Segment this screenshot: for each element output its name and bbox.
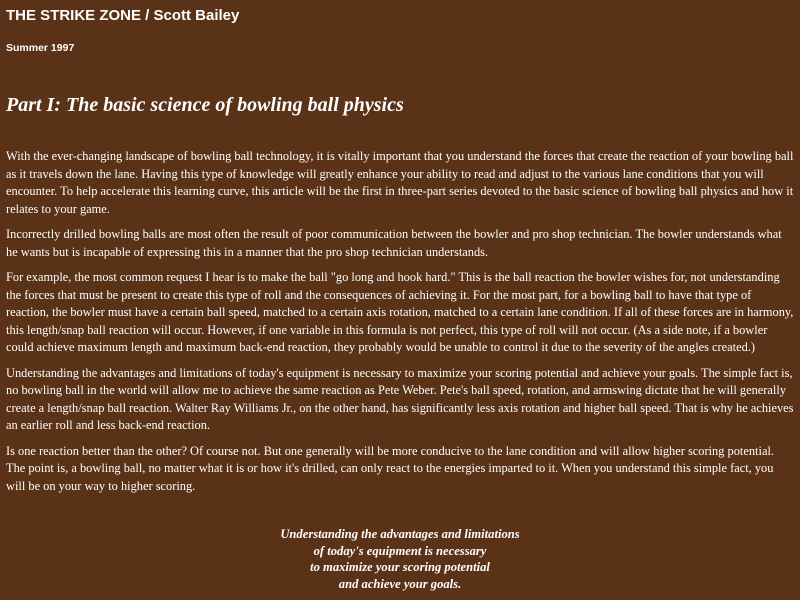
pull-quote bbox=[0, 526, 800, 592]
paragraph: With the ever-changing landscape of bowling ball technology, it is vitally important that you understand the forces that create the reaction of your bowling ball as it travels down the lane. Having this type of knowledge will greatly enhance your ability to read and adjust to the various lane conditions that you will encounter. To help accelerate this learning curve, this article will be the first in three-part series devoted to the basic science of bowling ball physics and how it relates to your game. bbox=[6, 149, 794, 216]
issue-date: Summer 1997 bbox=[6, 42, 75, 54]
paragraph: Understanding the advantages and limitations of today's equipment is necessary to maximize your scoring potential and achieve your goals. The simple fact is, no bowling ball in the world will allow me to achieve the same reaction as Pete Weber. Pete's ball speed, rotation, and armswing dictate that he will generally create a length/snap ball reaction. Walter Ray Williams Jr., on the other hand, has significantly less axis rotation and higher ball speed. That is why he achieves an earlier roll and less back-end reaction. bbox=[6, 365, 794, 432]
article-body bbox=[6, 148, 794, 503]
paragraph: Incorrectly drilled bowling balls are most often the result of poor communication between the bowler and pro shop technician. The bowler understands what he wants but is incapable of expressing this in a manner that the pro shop technician understands. bbox=[6, 227, 782, 259]
paragraph: Is one reaction better than the other? Of course not. But one generally will be more conducive to the lane condition and will allow higher scoring potential. The point is, a bowling ball, no matter what it is or how it's drilled, can only react to the energies imparted to it. When you understand this simple fact, you will be on your way to higher scoring. bbox=[6, 443, 774, 493]
paragraph: For example, the most common request I hear is to make the ball "go long and hook hard." This is the ball reaction the bowler wishes for, not understanding the forces that must be present to create this type of roll and the consequences of achieving it. For the most part, for a bowling ball to have that type of reaction, the bowler must have a certain ball speed, matched to a certain axis rotation, matched to a certain lane condition. If all of these forces are in harmony, this length/snap ball reaction will occur. However, if one variable in this formula is not perfect, this type of roll will not occur. (As a side note, if a bowler could achieve maximum length and maximum back-end reaction, they probably would be unable to control it due to the severity of the angles created.) bbox=[6, 270, 794, 354]
pull-quote-line: Understanding the advantages and limitations bbox=[280, 527, 520, 541]
pull-quote-line: to maximize your scoring potential bbox=[310, 560, 490, 574]
pull-quote-line: and achieve your goals. bbox=[338, 576, 462, 591]
article-heading: Part I: The basic science of bowling ball physics bbox=[6, 94, 404, 116]
pull-quote-line: of today's equipment is necessary bbox=[313, 543, 487, 558]
column-title: THE STRIKE ZONE / Scott Bailey bbox=[6, 7, 240, 24]
